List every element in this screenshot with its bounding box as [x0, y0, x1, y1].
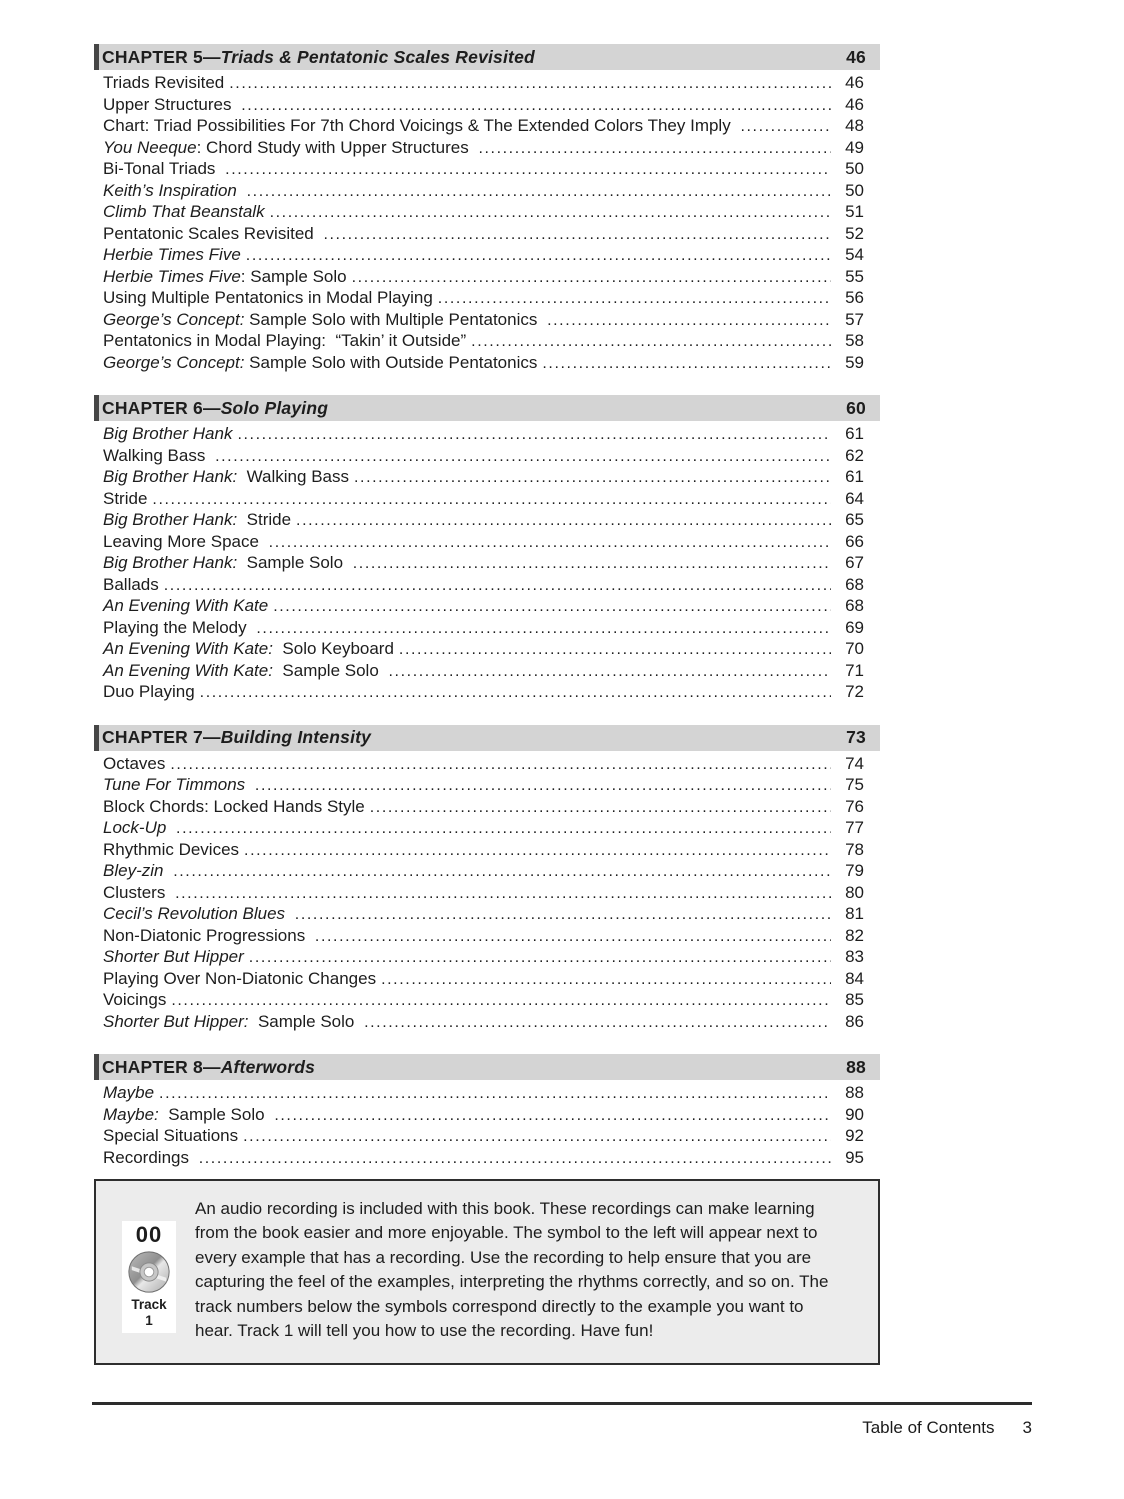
dot-leader	[740, 115, 831, 138]
dot-leader	[246, 244, 831, 267]
toc-entry-title: Playing Over Non-Diatonic Changes	[103, 968, 377, 988]
chapter-section	[94, 725, 880, 1033]
toc-entry-page-number: 70	[845, 639, 864, 658]
chapter-section	[94, 1054, 880, 1168]
toc-entry-title-italic: Lock-Up	[103, 818, 167, 837]
dot-leader	[159, 1082, 831, 1105]
toc-entry	[94, 681, 880, 703]
dot-leader	[542, 352, 831, 375]
dot-leader	[247, 180, 831, 203]
toc-entry-page-number: 50	[845, 159, 864, 178]
chapter-section	[94, 395, 880, 703]
toc-entry-title: Sample Solo	[248, 1011, 360, 1031]
toc-entry	[94, 266, 880, 288]
track-symbol	[122, 1221, 176, 1333]
chapter-entries	[94, 70, 880, 373]
toc-entry-page-number: 48	[845, 116, 864, 135]
dot-leader	[164, 574, 831, 597]
dot-leader	[241, 94, 831, 117]
toc-entry-title-italic: Big Brother Hank:	[103, 553, 238, 572]
toc-entry	[94, 158, 880, 180]
chapter-number-label: CHAPTER 8—	[102, 1056, 221, 1077]
toc-entry-title: Non-Diatonic Progressions	[103, 925, 310, 945]
toc-entry-title-italic: George’s Concept:	[103, 352, 245, 372]
toc-entry-title-italic: Shorter But Hipper:	[103, 1011, 249, 1031]
chapter-title-italic: Solo Playing	[220, 397, 329, 418]
toc-entry	[94, 352, 880, 374]
toc-entry-page-number: 80	[845, 882, 864, 902]
toc-entry	[94, 796, 880, 818]
toc-entry	[94, 1125, 880, 1147]
toc-entry-page-number: 52	[845, 223, 864, 243]
toc-entry-title: Octaves	[103, 753, 166, 773]
toc-entry-page-number: 58	[845, 331, 864, 350]
toc-entry-title: Rhythmic Devices	[103, 839, 240, 859]
toc-entry	[94, 137, 880, 159]
track-label: Track	[131, 1297, 167, 1312]
toc-entry-title: Recordings	[103, 1147, 194, 1167]
toc-entry-title: Block Chords: Locked Hands Style	[103, 796, 365, 816]
dot-leader	[256, 617, 831, 640]
toc-entry	[94, 309, 880, 331]
toc-entry-page-number: 78	[845, 839, 864, 859]
toc-entry	[94, 595, 880, 617]
dot-leader	[471, 330, 831, 353]
toc-entry	[94, 1011, 880, 1033]
dot-leader	[438, 287, 831, 310]
toc-entry-title: Sample Solo	[237, 553, 348, 572]
dot-leader	[176, 817, 831, 840]
dot-leader	[352, 266, 831, 289]
toc-entry	[94, 423, 880, 445]
toc-entry-page-number: 68	[845, 596, 864, 615]
toc-entry	[94, 1104, 880, 1126]
toc-entry	[94, 244, 880, 266]
dot-leader	[229, 72, 831, 95]
toc-entry	[94, 72, 880, 94]
toc-entry-title-italic: Big Brother Hank:	[103, 467, 238, 486]
toc-entry-page-number: 95	[845, 1147, 864, 1167]
toc-entry-title: Bi-Tonal Triads	[103, 159, 221, 178]
toc-entry-title	[285, 903, 290, 925]
toc-entry-title-italic: Bley-zin	[103, 861, 164, 880]
toc-entry-title: Triads Revisited	[103, 73, 225, 92]
dot-leader	[200, 681, 831, 704]
toc-entry	[94, 201, 880, 223]
dot-leader	[173, 860, 831, 883]
toc-entry-title: : Sample Solo	[240, 266, 347, 286]
toc-entry	[94, 115, 880, 137]
toc-entry	[94, 488, 880, 510]
toc-entry-page-number: 56	[845, 288, 864, 307]
toc-entry	[94, 223, 880, 245]
track-number: 1	[145, 1313, 153, 1329]
chapter-page-number: 60	[846, 397, 866, 418]
chapter-heading	[94, 725, 880, 751]
toc-entry-page-number: 62	[845, 445, 864, 465]
toc-entry-page-number: 68	[845, 574, 864, 594]
toc-entry-title: Solo Keyboard	[272, 639, 394, 658]
toc-entry-page-number: 50	[845, 180, 864, 200]
dot-leader	[547, 309, 831, 332]
toc-entry-title	[166, 817, 171, 839]
toc-entry-page-number: 76	[845, 796, 864, 816]
toc-entry-title: Stride	[237, 510, 292, 529]
toc-entry-page-number: 75	[845, 775, 864, 794]
table-of-contents	[94, 44, 880, 1190]
cd-disc-icon	[126, 1249, 172, 1295]
chapter-heading	[94, 395, 880, 421]
toc-entry-title-italic: Herbie Times Five	[103, 266, 241, 286]
chapter-number-label: CHAPTER 7—	[102, 727, 221, 747]
chapter-number-label: CHAPTER 6—	[102, 397, 221, 418]
toc-entry	[94, 552, 880, 574]
chapter-page-number: 73	[846, 727, 866, 747]
toc-entry-title: Sample Solo with Multiple Pentatonics	[244, 309, 543, 329]
toc-entry-title: Walking Bass	[103, 445, 211, 465]
toc-entry	[94, 989, 880, 1011]
dot-leader	[370, 796, 831, 819]
toc-entry	[94, 660, 880, 682]
chapter-title-italic: Triads & Pentatonic Scales Revisited	[220, 46, 535, 67]
dot-leader	[270, 201, 831, 224]
toc-entry	[94, 531, 880, 553]
toc-entry-title-italic: Shorter But Hipper	[103, 947, 244, 966]
footer-text	[92, 1418, 1032, 1438]
dot-leader	[215, 445, 831, 468]
dot-leader	[269, 531, 831, 554]
toc-entry-title-italic: Maybe	[103, 1083, 155, 1102]
toc-entry	[94, 466, 880, 488]
toc-entry-title-italic: George’s Concept:	[103, 309, 245, 329]
chapter-title	[102, 47, 846, 68]
toc-entry-title: : Chord Study with Upper Structures	[196, 137, 474, 157]
chapter-title	[102, 398, 846, 419]
chapter-heading	[94, 1054, 880, 1080]
footer-page-number: 3	[1022, 1418, 1032, 1437]
dot-leader	[295, 903, 831, 926]
toc-entry-page-number: 79	[845, 861, 864, 880]
toc-entry-title: Leaving More Space	[103, 531, 264, 551]
dot-leader	[244, 839, 831, 862]
dot-leader	[170, 753, 831, 776]
toc-entry	[94, 94, 880, 116]
toc-entry-title-italic: Cecil’s Revolution Blues	[103, 904, 286, 923]
dot-leader	[199, 1147, 831, 1170]
chapter-section	[94, 44, 880, 373]
toc-entry-page-number: 55	[845, 266, 864, 286]
toc-entry	[94, 753, 880, 775]
toc-entry-title: Pentatonic Scales Revisited	[103, 223, 319, 243]
footer-section-label: Table of Contents	[862, 1418, 995, 1437]
dot-leader	[237, 423, 831, 446]
toc-entry-page-number: 61	[845, 467, 864, 486]
toc-entry-page-number: 85	[845, 990, 864, 1009]
toc-entry	[94, 509, 880, 531]
chapter-entries	[94, 1080, 880, 1168]
toc-entry-title: Sample Solo	[158, 1104, 270, 1124]
toc-entry-title-italic: Keith’s Inspiration	[103, 180, 237, 200]
toc-entry-title: Sample Solo	[272, 660, 384, 680]
toc-entry-page-number: 90	[845, 1104, 864, 1124]
toc-entry-page-number: 69	[845, 617, 864, 637]
toc-entry-page-number: 65	[845, 510, 864, 529]
dot-leader	[296, 509, 831, 532]
toc-entry	[94, 817, 880, 839]
toc-entry-title-italic: Climb That Beanstalk	[103, 202, 265, 221]
dot-leader	[323, 223, 831, 246]
dot-leader	[315, 925, 831, 948]
dot-leader	[389, 660, 831, 683]
toc-entry-page-number: 51	[845, 202, 864, 221]
toc-entry-title-italic: Big Brother Hank	[103, 424, 233, 443]
toc-entry-page-number: 86	[845, 1011, 864, 1031]
toc-entry	[94, 1147, 880, 1169]
toc-entry-title: Walking Bass	[237, 467, 349, 486]
toc-entry-page-number: 67	[845, 553, 864, 572]
toc-entry-title-italic: Maybe:	[103, 1104, 159, 1124]
toc-entry-title-italic: Big Brother Hank:	[103, 510, 238, 529]
toc-entry-page-number: 49	[845, 137, 864, 157]
chapter-title-italic: Afterwords	[220, 1056, 316, 1077]
toc-entry-page-number: 71	[845, 660, 864, 680]
toc-entry	[94, 925, 880, 947]
page-footer	[92, 1402, 1032, 1438]
toc-entry-title: Special Situations	[103, 1126, 239, 1145]
toc-entry-title	[237, 180, 242, 202]
toc-entry-page-number: 54	[845, 245, 864, 264]
toc-entry-page-number: 59	[845, 352, 864, 372]
dot-leader	[175, 882, 831, 905]
toc-entry	[94, 180, 880, 202]
toc-entry-page-number: 77	[845, 818, 864, 837]
toc-entry	[94, 638, 880, 660]
toc-entry-title-italic: Herbie Times Five	[103, 245, 241, 264]
toc-entry-title: Pentatonics in Modal Playing: “Takin’ it Outside”	[103, 331, 467, 350]
toc-entry-page-number: 82	[845, 925, 864, 945]
dot-leader	[353, 552, 831, 575]
toc-entry	[94, 882, 880, 904]
dot-leader	[255, 774, 831, 797]
audio-note-box	[94, 1179, 880, 1365]
dot-leader	[171, 989, 831, 1012]
toc-entry-title: Using Multiple Pentatonics in Modal Playing	[103, 288, 433, 307]
chapter-number-label: CHAPTER 5—	[102, 46, 221, 67]
toc-entry	[94, 860, 880, 882]
toc-entry	[94, 287, 880, 309]
toc-entry-page-number: 92	[845, 1126, 864, 1145]
toc-entry-title: Chart: Triad Possibilities For 7th Chord Voicings & The Extended Colors They Imply	[103, 116, 736, 135]
toc-entry	[94, 774, 880, 796]
toc-entry	[94, 839, 880, 861]
dot-leader	[354, 466, 831, 489]
dot-leader	[399, 638, 831, 661]
toc-entry-page-number: 88	[845, 1083, 864, 1102]
toc-entry-page-number: 83	[845, 947, 864, 966]
toc-entry-title: Ballads	[103, 574, 159, 594]
toc-entry-page-number: 46	[845, 73, 864, 92]
toc-entry	[94, 574, 880, 596]
chapter-title-italic: Building Intensity	[220, 727, 372, 747]
toc-entry-page-number: 74	[845, 753, 864, 773]
chapter-page-number: 46	[846, 46, 866, 67]
footer-rule	[92, 1402, 1032, 1405]
track-symbol-number: 00	[135, 1222, 163, 1247]
toc-entry	[94, 946, 880, 968]
toc-entry-title-italic: An Evening With Kate:	[103, 660, 273, 680]
toc-entry-page-number: 46	[845, 94, 864, 114]
audio-note-text: An audio recording is included with this book. These recordings can make learning from the book easier and more enjoyable. The symbol to the left will appear next to every example that has a recording. Use the recording to help ensure that you are capturing the feel of the examples, interpreting the rhythms correctly, and so on. The track numbers below the symbols correspond directly to the example you want to hear. Track 1 will tell you how to use the recording. Have fun!	[195, 1199, 829, 1341]
toc-entry-title: Clusters	[103, 882, 171, 902]
toc-entry-page-number: 61	[845, 424, 864, 443]
toc-entry-title	[245, 774, 250, 796]
toc-entry	[94, 445, 880, 467]
toc-entry	[94, 968, 880, 990]
toc-entry-page-number: 66	[845, 531, 864, 551]
toc-entry-page-number: 81	[845, 904, 864, 923]
dot-leader	[225, 158, 831, 181]
toc-entry	[94, 903, 880, 925]
chapter-heading	[94, 44, 880, 70]
chapter-entries	[94, 751, 880, 1033]
dot-leader	[364, 1011, 831, 1034]
toc-entry-page-number: 84	[845, 968, 864, 988]
toc-entry-title-italic: You Neeque	[103, 137, 197, 157]
toc-entry-title-italic: An Evening With Kate	[103, 596, 269, 615]
toc-entry-title: Voicings	[103, 990, 167, 1009]
toc-entry-title-italic: An Evening With Kate:	[103, 639, 273, 658]
toc-entry	[94, 1082, 880, 1104]
chapter-title	[102, 727, 846, 748]
toc-entry-title: Stride	[103, 488, 148, 508]
toc-entry-title	[163, 860, 168, 882]
toc-entry	[94, 617, 880, 639]
dot-leader	[274, 1104, 831, 1127]
toc-entry-title: Sample Solo with Outside Pentatonics	[244, 352, 538, 372]
toc-entry-title-italic: Tune For Timmons	[103, 775, 246, 794]
dot-leader	[478, 137, 831, 160]
dot-leader	[381, 968, 831, 991]
toc-entry-title: Playing the Melody	[103, 617, 252, 637]
toc-entry-title: Duo Playing	[103, 682, 195, 701]
dot-leader	[243, 1125, 831, 1148]
toc-entry-page-number: 57	[845, 309, 864, 329]
toc-entry-page-number: 64	[845, 488, 864, 508]
dot-leader	[249, 946, 831, 969]
dot-leader	[152, 488, 831, 511]
chapter-page-number: 88	[846, 1056, 866, 1077]
toc-entry	[94, 330, 880, 352]
chapter-title	[102, 1057, 846, 1078]
toc-entry-page-number: 72	[845, 682, 864, 701]
toc-entry-title: Upper Structures	[103, 94, 237, 114]
chapter-entries	[94, 421, 880, 703]
dot-leader	[273, 595, 831, 618]
